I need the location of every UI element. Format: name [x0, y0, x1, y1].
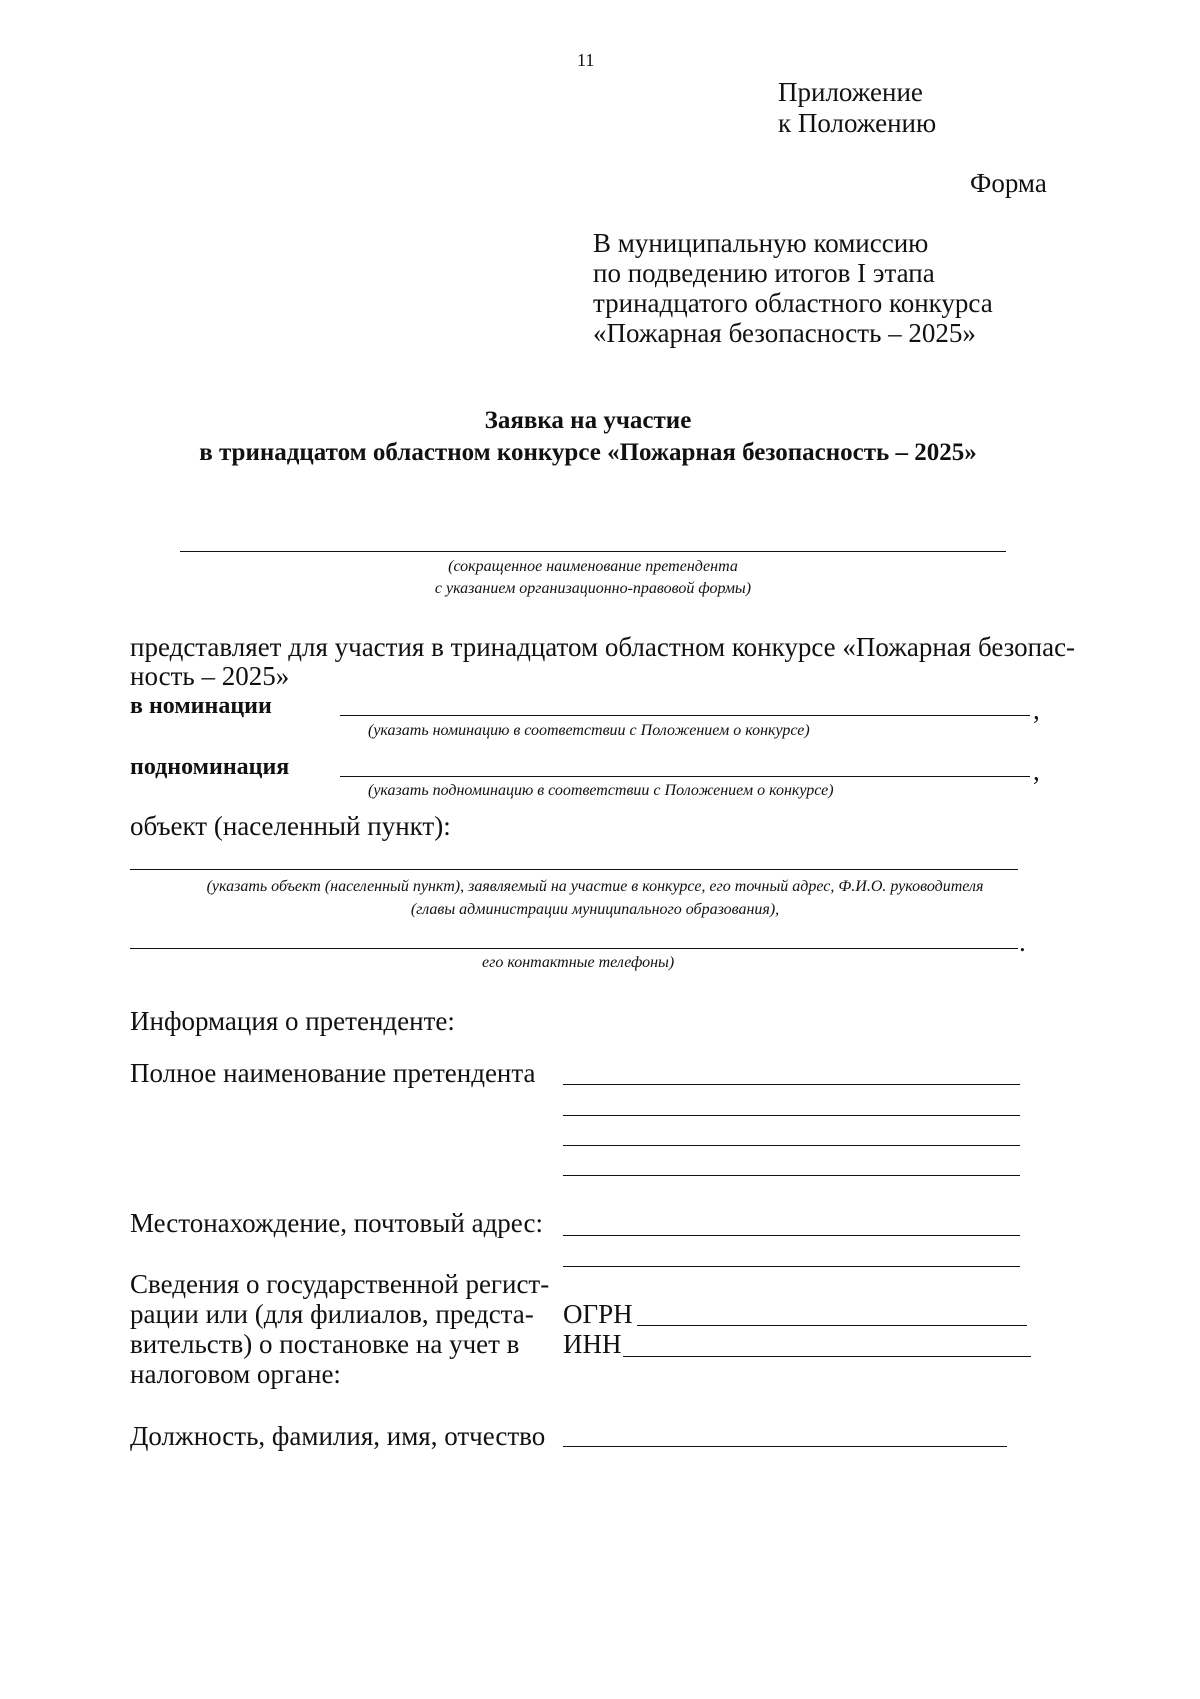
addressee-line-1: В муниципальную комиссию [593, 228, 929, 258]
full-name-line-3[interactable] [563, 1145, 1020, 1146]
appendix-line-1: Приложение [778, 77, 923, 107]
document-title-line-2: в тринадцатом областном конкурсе «Пожарная безопасность – 2025» [199, 439, 977, 466]
registration-line-1: Сведения о государственной регист- [130, 1269, 550, 1299]
full-name-label: Полное наименование претендента [130, 1058, 536, 1088]
nomination-label: в номинации [130, 693, 272, 719]
full-name-line-1[interactable] [563, 1084, 1020, 1085]
subnomination-label: подноминация [130, 754, 290, 780]
page-number: 11 [577, 50, 595, 70]
addressee-line-4: «Пожарная безопасность – 2025» [593, 318, 976, 348]
applicant-short-name-line[interactable] [180, 551, 1006, 552]
position-label: Должность, фамилия, имя, отчество [130, 1421, 546, 1451]
applicant-name-hint-1: (сокращенное наименование претендента [448, 558, 738, 575]
location-label: Местонахождение, почтовый адрес: [130, 1208, 543, 1238]
full-name-line-4[interactable] [563, 1175, 1020, 1176]
nomination-field-line[interactable] [340, 715, 1030, 716]
represents-line-1: представляет для участия в тринадцатом областном конкурсе «Пожарная безопас- [130, 632, 1076, 662]
represents-line-2: ность – 2025» [130, 661, 290, 691]
inn-field-line[interactable] [623, 1356, 1031, 1357]
object-hint-1: (указать объект (населенный пункт), заявляемый на участие в конкурсе, его точный адрес, Ф.И.О. руководителя [206, 878, 984, 895]
registration-line-4: налоговом органе: [130, 1359, 341, 1389]
inn-label: ИНН [563, 1329, 622, 1359]
addressee-line-3: тринадцатого областного конкурса [593, 288, 993, 318]
location-line-2[interactable] [563, 1266, 1020, 1267]
object-label: объект (населенный пункт): [130, 811, 451, 841]
registration-line-3: вительств) о постановке на учет в [130, 1329, 520, 1359]
nomination-hint: (указать номинацию в соответствии с Положением о конкурсе) [368, 722, 810, 739]
position-field-line[interactable] [563, 1446, 1007, 1447]
addressee-line-2: по подведению итогов I этапа [593, 258, 935, 288]
object-hint-3: его контактные телефоны) [482, 954, 675, 971]
subnomination-field-line[interactable] [340, 776, 1030, 777]
document-title-line-1: Заявка на участие [484, 407, 692, 434]
nomination-comma: , [1033, 695, 1040, 725]
full-name-line-2[interactable] [563, 1115, 1020, 1116]
location-line-1[interactable] [563, 1235, 1020, 1236]
object-contacts-line[interactable] [130, 948, 1018, 949]
info-heading: Информация о претенденте: [130, 1006, 455, 1036]
subnomination-comma: , [1033, 756, 1040, 786]
registration-line-2: рации или (для филиалов, предста- [130, 1299, 534, 1329]
object-field-line[interactable] [130, 869, 1018, 870]
appendix-line-2: к Положению [778, 108, 937, 138]
subnomination-hint: (указать подноминацию в соответствии с Положением о конкурсе) [368, 782, 834, 799]
form-label: Форма [970, 168, 1047, 198]
object-period: . [1019, 927, 1026, 957]
ogrn-field-line[interactable] [637, 1325, 1027, 1326]
object-hint-2: (главы администрации муниципального образования), [410, 901, 780, 918]
applicant-name-hint-2: с указанием организационно-правовой формы) [434, 580, 752, 597]
ogrn-label: ОГРН [563, 1299, 633, 1329]
